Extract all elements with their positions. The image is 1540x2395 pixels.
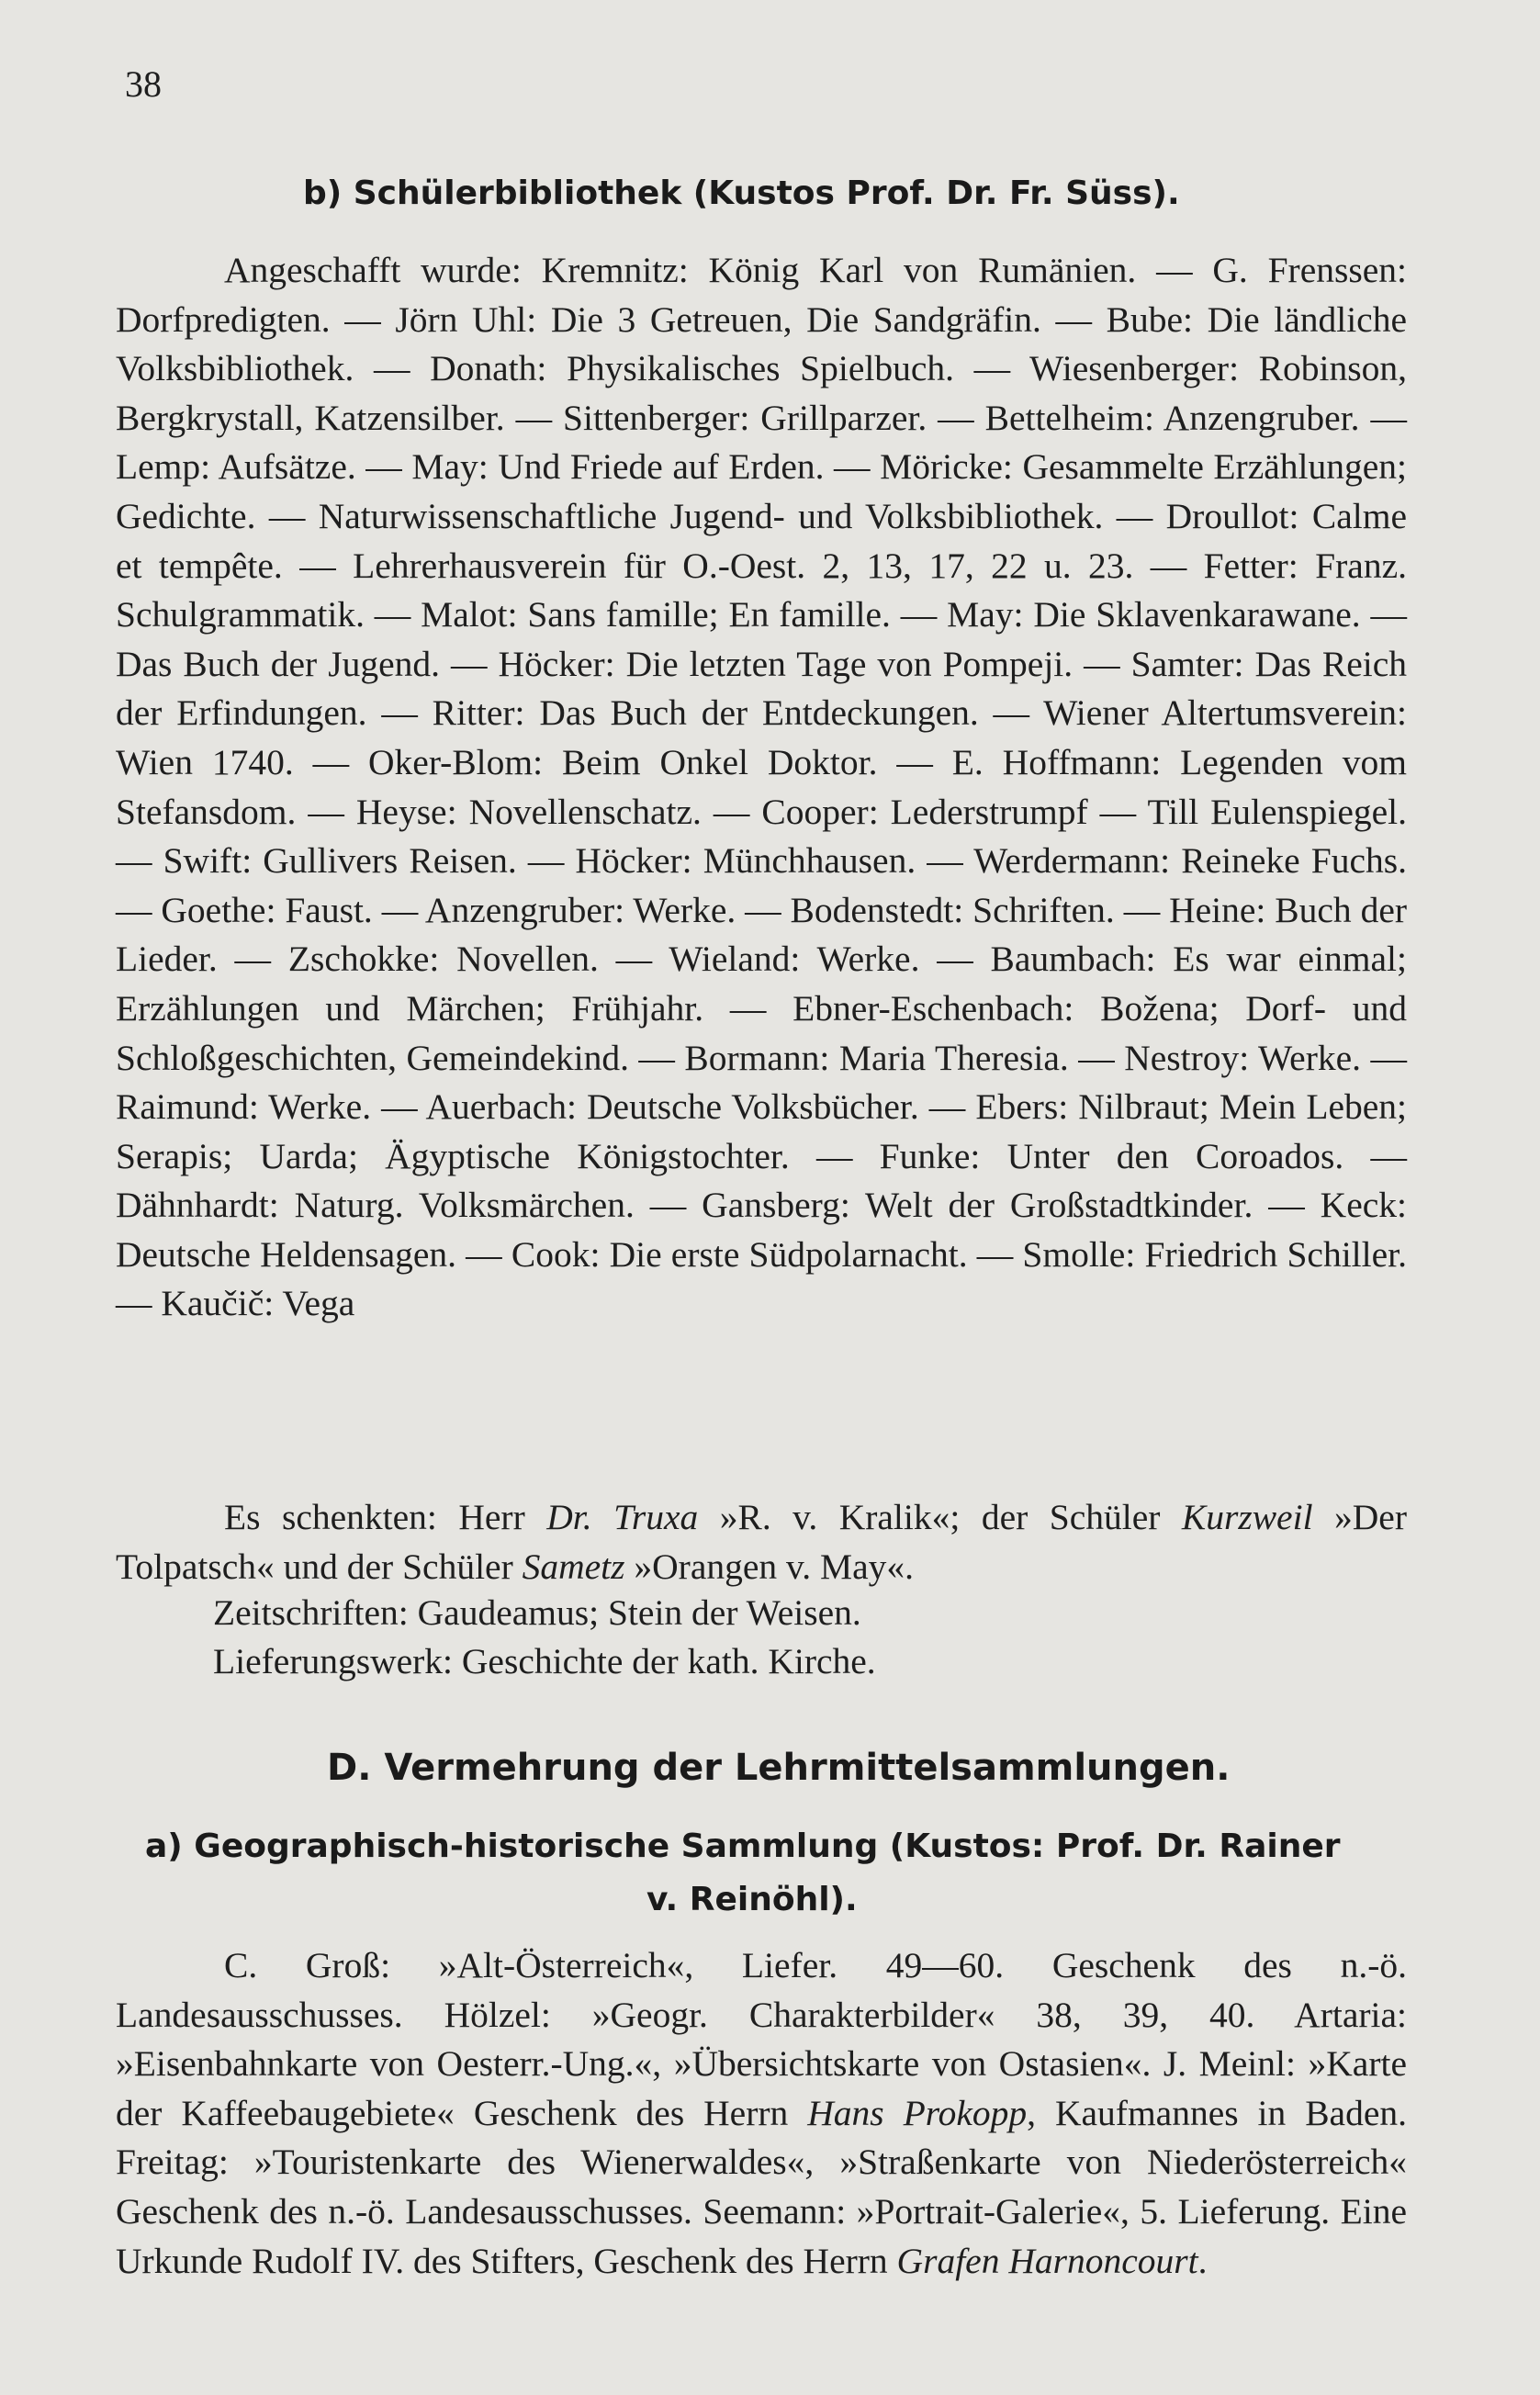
text-run: »R. v. Kralik«; der Schüler xyxy=(698,1497,1182,1537)
periodicals-line: Zeitschriften: Gaudeamus; Stein der Weisen. xyxy=(213,1592,861,1633)
donations-paragraph xyxy=(116,1493,1407,1591)
section-heading-collections: D. Vermehrung der Lehrmittelsammlungen. xyxy=(327,1747,1231,1789)
italic-name: Sametz xyxy=(522,1546,625,1587)
text-run: C. Groß: »Alt-Österreich«, Liefer. 49—60. Geschenk des n.-ö. Landesausschusses. Hölzel: »Geogr. Charakterbilder« 38, 39, 40. Artaria: »Eisenbahnkarte von Oesterr.-Ung.«, »Übersichtskarte von Ostasien«. J. Meinl: »Karte der Kaffeebaugebiete« Geschenk des Herrn xyxy=(116,1945,1407,2133)
italic-name: Hans Prokopp xyxy=(807,2092,1028,2133)
text-run: »Der Tolpatsch« und der Schüler xyxy=(116,1497,1407,1587)
text-run: Angeschafft wurde: Kremnitz: König Karl von Rumänien. — G. Frenssen: Dorfpredigten. — Jörn Uhl: Die 3 Getreuen, Die Sandgräfin. — Bube: Die ländliche Volksbibliothek. — Donath: Physikalisches Spielbuch. — Wiesenberger: Robinson, Bergkrystall, Katzensilber. — Sittenberger: Grillparzer. — Bettelheim: Anzengruber. — Lemp: Aufsätze. — May: Und Friede auf Erden. — Möricke: Gesammelte Erzählungen; Gedichte. — Naturwissenschaftliche Jugend- und Volksbibliothek. — Droullot: Calme et tempête. — Lehrerhausverein für O.-Oest. 2, 13, 17, 22 u. 23. — Fetter: Franz. Schulgrammatik. — Malot: Sans famille; En famille. — May: Die Sklavenkarawane. — Das Buch der Jugend. — Höcker: Die letzten Tage von Pompeji. — Samter: Das Reich der Erfindungen. — Ritter: Das Buch der Entdeckungen. — Wiener Altertumsverein: Wien 1740. — Oker-Blom: Beim Onkel Doktor. — E. Hoffmann: Legenden vom Stefansdom. — Heyse: Novellenschatz. — Cooper: Lederstrumpf — Till Eulenspiegel. — Swift: Gullivers Reisen. — Höcker: Münchhausen. — Werdermann: Reineke Fuchs. — Goethe: Faust. — Anzengruber: Werke. — Bodenstedt: Schriften. — Heine: Buch der Lieder. — Zschokke: Novellen. — Wieland: Werke. — Baumbach: Es war einmal; Erzählungen und Märchen; Frühjahr. — Ebner-Eschenbach: Božena; Dorf- und Schloßgeschichten, Gemeindekind. — Bormann: Maria Theresia. — Nestroy: Werke. — Raimund: Werke. — Auerbach: Deutsche Volksbücher. — Ebers: Nilbraut; Mein Leben; Serapis; Uarda; Ägyptische Königstochter. — Funke: Unter den Coroados. — Dähnhardt: Naturg. Volksmärchen. — Gansberg: Welt der Großstadtkinder. — Keck: Deutsche Heldensagen. — Cook: Die erste Südpolarnacht. — Smolle: Friedrich Schiller. — Kaučič: Vega xyxy=(116,250,1407,1324)
serial-work-line: Lieferungswerk: Geschichte der kath. Kirche. xyxy=(213,1641,876,1681)
text-run: . xyxy=(1197,2240,1208,2281)
text-run: »Orangen v. May«. xyxy=(624,1546,914,1587)
section-heading-school-library: b) Schülerbibliothek (Kustos Prof. Dr. Fr. Süss). xyxy=(303,174,1180,212)
text-run: Es schenkten: Herr xyxy=(224,1497,547,1537)
text-run: , Kaufmannes in Baden. Freitag: »Touristenkarte des Wienerwaldes«, »Straßenkarte von Niederösterreich« Geschenk des n.-ö. Landesausschusses. Seemann: »Portrait-Galerie«, 5. Lieferung. Eine Urkunde Rudolf IV. des Stifters, Geschenk des Herrn xyxy=(116,2092,1408,2281)
acquired-books-paragraph xyxy=(116,246,1407,1329)
section-heading-geography-line2: v. Reinöhl). xyxy=(646,1881,858,1918)
geography-collection-paragraph xyxy=(116,1941,1407,2286)
section-heading-geography-line1: a) Geographisch-historische Sammlung (Kustos: Prof. Dr. Rainer xyxy=(145,1827,1341,1865)
italic-name: Grafen Harnoncourt xyxy=(896,2240,1198,2281)
italic-name: Dr. Truxa xyxy=(546,1497,699,1537)
italic-name: Kurzweil xyxy=(1181,1497,1313,1537)
page-number: 38 xyxy=(125,63,162,105)
